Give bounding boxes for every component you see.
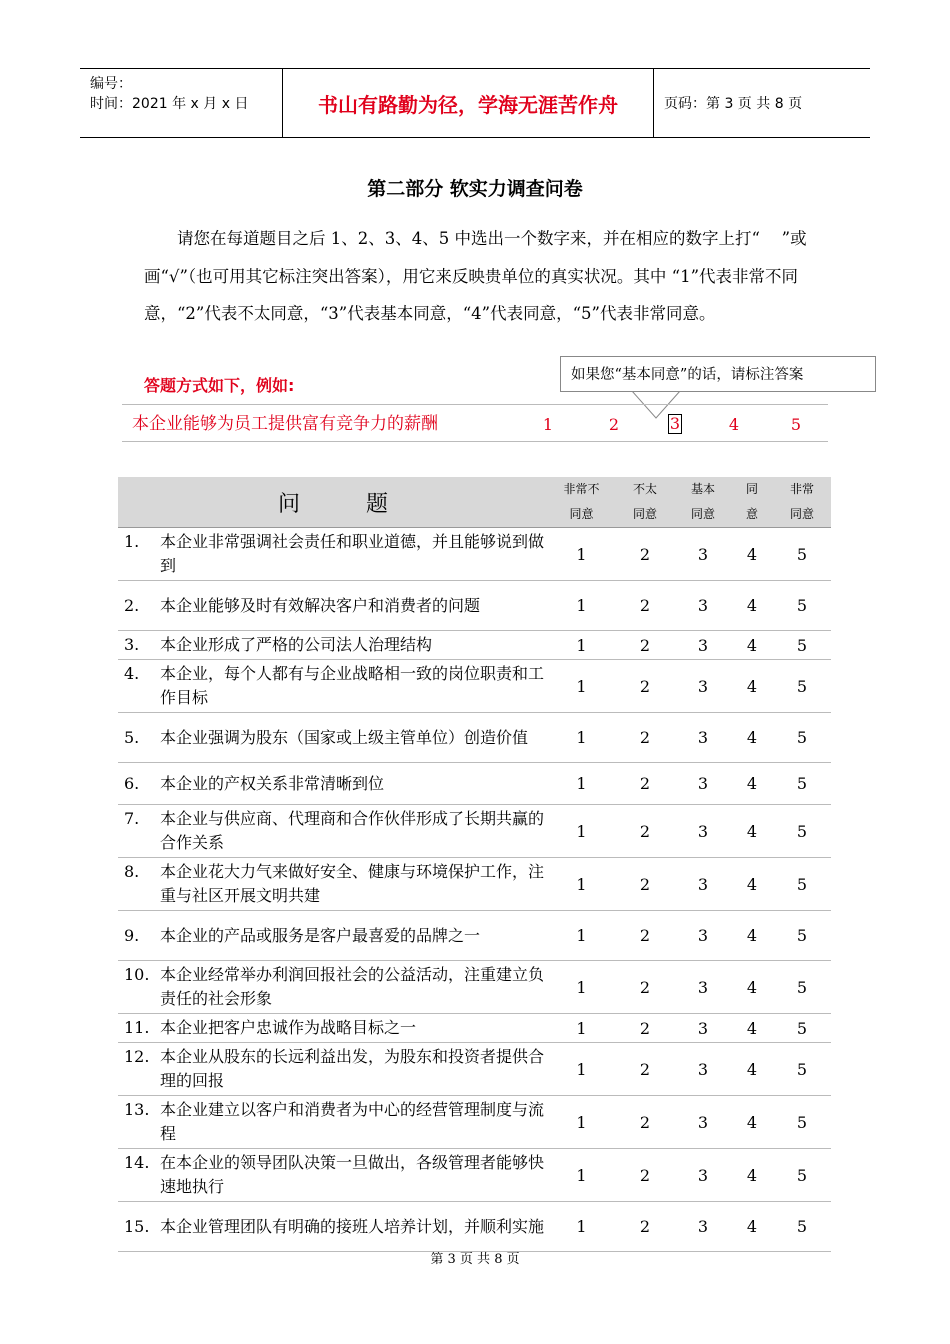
section-title: 第二部分 软实力调查问卷	[367, 178, 583, 200]
scale-option-5[interactable]: 5	[773, 1149, 831, 1202]
question-text: 本企业花大力气来做好安全、健康与环境保护工作，注重与社区开展文明共建	[160, 862, 545, 905]
example-option: 1	[542, 415, 554, 434]
scale-option-2[interactable]: 2	[615, 631, 675, 660]
scale-option-5[interactable]: 5	[773, 713, 831, 763]
question-number: 8.	[124, 862, 140, 881]
question-cell	[118, 763, 548, 805]
question-number: 11.	[124, 1018, 150, 1037]
question-cell	[118, 858, 548, 911]
scale-option-2[interactable]: 2	[615, 763, 675, 805]
scale-option-2[interactable]: 2	[615, 660, 675, 713]
intro-paragraph: 请您在每道题目之后 1、2、3、4、5 中选出一个数字来，并在相应的数字上打“ ”或画“√”（也可用其它标注突出答案），用它来反映贵单位的真实状况。其中 “1”代表非常不同意，“2”代表不太同意，“3”代表基本同意，“4”代表同意，“5”代表非常同意。	[144, 229, 807, 323]
page-footer: 第 3 页 共 8 页	[430, 1252, 520, 1267]
scale-option-3[interactable]: 3	[675, 1096, 731, 1149]
question-text: 本企业形成了严格的公司法人治理结构	[160, 635, 433, 654]
question-number: 4.	[124, 664, 140, 683]
question-text: 本企业能够及时有效解决客户和消费者的问题	[160, 595, 481, 615]
scale-option-5[interactable]: 5	[773, 858, 831, 911]
scale-option-4[interactable]: 4	[731, 911, 773, 961]
table-row	[118, 528, 831, 581]
question-cell	[118, 1096, 548, 1149]
scale-option-4[interactable]: 4	[731, 1202, 773, 1252]
table-row	[118, 763, 831, 805]
header-meta	[80, 69, 283, 137]
scale-option-1[interactable]: 1	[548, 581, 615, 631]
scale-option-1[interactable]: 1	[548, 1149, 615, 1202]
scale-option-3[interactable]: 3	[675, 660, 731, 713]
example-option-selected: 3	[669, 414, 681, 433]
header-page-info: 页码：第 3 页 共 8 页	[664, 96, 803, 112]
scale-option-2[interactable]: 2	[615, 1149, 675, 1202]
scale-option-4[interactable]: 4	[731, 763, 773, 805]
scale-option-1[interactable]: 1	[548, 961, 615, 1014]
questionnaire-table	[118, 477, 831, 1252]
example-option: 2	[608, 415, 620, 434]
question-text: 本企业的产品或服务是客户最喜爱的品牌之一	[160, 925, 481, 945]
scale-option-2[interactable]: 2	[615, 805, 675, 858]
scale-option-5[interactable]: 5	[773, 805, 831, 858]
question-text: 本企业非常强调社会责任和职业道德，并且能够说到做到	[160, 532, 545, 575]
scale-option-4[interactable]: 4	[731, 1096, 773, 1149]
scale-option-3[interactable]: 3	[675, 961, 731, 1014]
scale-option-1[interactable]: 1	[548, 911, 615, 961]
scale-option-2[interactable]: 2	[615, 858, 675, 911]
document-date-label: 时间：2021 年 x 月 x 日	[90, 96, 249, 112]
header-scale-3: 基本 同意	[675, 477, 731, 528]
scale-option-1[interactable]: 1	[548, 858, 615, 911]
scale-option-3[interactable]: 3	[675, 805, 731, 858]
question-number: 2.	[124, 595, 140, 615]
question-number: 3.	[124, 635, 140, 654]
scale-option-2[interactable]: 2	[615, 581, 675, 631]
question-text: 本企业管理团队有明确的接班人培养计划，并顺利实施	[160, 1216, 545, 1236]
scale-option-3[interactable]: 3	[675, 911, 731, 961]
example-row	[122, 404, 828, 442]
question-text: 本企业把客户忠诚作为战略目标之一	[160, 1018, 417, 1037]
scale-option-2[interactable]: 2	[615, 713, 675, 763]
scale-option-1[interactable]: 1	[548, 1202, 615, 1252]
question-cell	[118, 528, 548, 581]
table-row	[118, 1149, 831, 1202]
scale-option-1[interactable]: 1	[548, 713, 615, 763]
question-cell	[118, 1149, 548, 1202]
table-row	[118, 858, 831, 911]
scale-option-4[interactable]: 4	[731, 961, 773, 1014]
scale-option-5[interactable]: 5	[773, 660, 831, 713]
table-row	[118, 1202, 831, 1252]
scale-option-3[interactable]: 3	[675, 1043, 731, 1096]
table-row	[118, 1096, 831, 1149]
question-number: 15.	[124, 1216, 150, 1236]
question-number: 7.	[124, 809, 140, 828]
header-question: 问 题	[118, 477, 548, 528]
question-text: 本企业，每个人都有与企业战略相一致的岗位职责和工作目标	[160, 664, 545, 707]
table-row	[118, 1043, 831, 1096]
scale-option-3[interactable]: 3	[675, 713, 731, 763]
question-cell	[118, 805, 548, 858]
scale-option-5[interactable]: 5	[773, 961, 831, 1014]
intro-text	[144, 220, 814, 333]
scale-option-5[interactable]: 5	[773, 763, 831, 805]
scale-option-2[interactable]: 2	[615, 961, 675, 1014]
scale-option-1[interactable]: 1	[548, 1096, 615, 1149]
question-number: 13.	[124, 1100, 150, 1119]
scale-option-5[interactable]: 5	[773, 1043, 831, 1096]
question-text: 本企业与供应商、代理商和合作伙伴形成了长期共赢的合作关系	[160, 809, 545, 852]
scale-option-2[interactable]: 2	[615, 1202, 675, 1252]
scale-option-5[interactable]: 5	[773, 581, 831, 631]
table-row	[118, 660, 831, 713]
scale-option-1[interactable]: 1	[548, 763, 615, 805]
question-cell	[118, 713, 548, 763]
scale-option-5[interactable]: 5	[773, 1014, 831, 1043]
header-scale-2: 不太 同意	[615, 477, 675, 528]
scale-option-2[interactable]: 2	[615, 528, 675, 581]
scale-option-4[interactable]: 4	[731, 713, 773, 763]
question-number: 5.	[124, 727, 140, 747]
scale-option-3[interactable]: 3	[675, 581, 731, 631]
example-label: 答题方式如下，例如:	[144, 376, 295, 395]
example-option: 5	[790, 415, 802, 434]
question-cell	[118, 581, 548, 631]
question-text: 本企业的产权关系非常清晰到位	[160, 773, 385, 793]
scale-option-5[interactable]: 5	[773, 1202, 831, 1252]
example-question: 本企业能够为员工提供富有竞争力的薪酬	[132, 414, 438, 434]
table-header-row	[118, 477, 831, 528]
scale-option-5[interactable]: 5	[773, 1096, 831, 1149]
scale-option-1[interactable]: 1	[548, 631, 615, 660]
scale-option-4[interactable]: 4	[731, 1043, 773, 1096]
table-row	[118, 961, 831, 1014]
scale-option-3[interactable]: 3	[675, 1149, 731, 1202]
example-option: 4	[728, 415, 740, 434]
document-number-label: 编号：	[90, 76, 132, 92]
scale-option-2[interactable]: 2	[615, 1096, 675, 1149]
scale-option-1[interactable]: 1	[548, 1014, 615, 1043]
question-cell	[118, 1014, 548, 1043]
scale-option-1[interactable]: 1	[548, 805, 615, 858]
scale-option-2[interactable]: 2	[615, 911, 675, 961]
question-number: 9.	[124, 925, 140, 945]
table-row	[118, 631, 831, 660]
table-row	[118, 805, 831, 858]
question-cell	[118, 660, 548, 713]
question-cell	[118, 1043, 548, 1096]
question-text: 在本企业的领导团队决策一旦做出，各级管理者能够快速地执行	[160, 1153, 545, 1196]
table-row	[118, 581, 831, 631]
page-header	[80, 68, 870, 138]
scale-option-4[interactable]: 4	[731, 660, 773, 713]
scale-option-1[interactable]: 1	[548, 1043, 615, 1096]
scale-option-3[interactable]: 3	[675, 1202, 731, 1252]
question-cell	[118, 1202, 548, 1252]
question-cell	[118, 961, 548, 1014]
scale-option-3[interactable]: 3	[675, 528, 731, 581]
scale-option-5[interactable]: 5	[773, 911, 831, 961]
scale-option-4[interactable]: 4	[731, 1149, 773, 1202]
question-number: 14.	[124, 1153, 150, 1172]
scale-option-5[interactable]: 5	[773, 631, 831, 660]
question-text: 本企业强调为股东（国家或上级主管单位）创造价值	[160, 727, 529, 747]
question-number: 6.	[124, 773, 140, 793]
question-number: 12.	[124, 1047, 150, 1066]
header-scale-1: 非常不 同意	[548, 477, 615, 528]
question-number: 10.	[124, 965, 150, 984]
table-row	[118, 1014, 831, 1043]
scale-option-3[interactable]: 3	[675, 631, 731, 660]
scale-option-2[interactable]: 2	[615, 1043, 675, 1096]
question-cell	[118, 911, 548, 961]
table-row	[118, 713, 831, 763]
table-row	[118, 911, 831, 961]
scale-option-4[interactable]: 4	[731, 858, 773, 911]
question-text: 本企业经常举办利润回报社会的公益活动，注重建立负责任的社会形象	[160, 965, 545, 1008]
scale-option-2[interactable]: 2	[615, 1014, 675, 1043]
question-text: 本企业建立以客户和消费者为中心的经营管理制度与流程	[160, 1100, 545, 1143]
scale-option-4[interactable]: 4	[731, 581, 773, 631]
question-text: 本企业从股东的长远利益出发，为股东和投资者提供合理的回报	[160, 1047, 545, 1090]
scale-option-4[interactable]: 4	[731, 805, 773, 858]
scale-option-5[interactable]: 5	[773, 528, 831, 581]
question-cell	[118, 631, 548, 660]
header-scale-4: 同 意	[731, 477, 773, 528]
scale-option-1[interactable]: 1	[548, 660, 615, 713]
example-callout: 如果您“基本同意”的话，请标注答案	[560, 356, 876, 392]
scale-option-1[interactable]: 1	[548, 528, 615, 581]
scale-option-3[interactable]: 3	[675, 1014, 731, 1043]
scale-option-3[interactable]: 3	[675, 858, 731, 911]
scale-option-4[interactable]: 4	[731, 1014, 773, 1043]
scale-option-4[interactable]: 4	[731, 631, 773, 660]
scale-option-3[interactable]: 3	[675, 763, 731, 805]
question-number: 1.	[124, 532, 140, 551]
scale-option-4[interactable]: 4	[731, 528, 773, 581]
header-motto: 书山有路勤为径，学海无涯苦作舟	[283, 69, 654, 137]
header-scale-5: 非常 同意	[773, 477, 831, 528]
